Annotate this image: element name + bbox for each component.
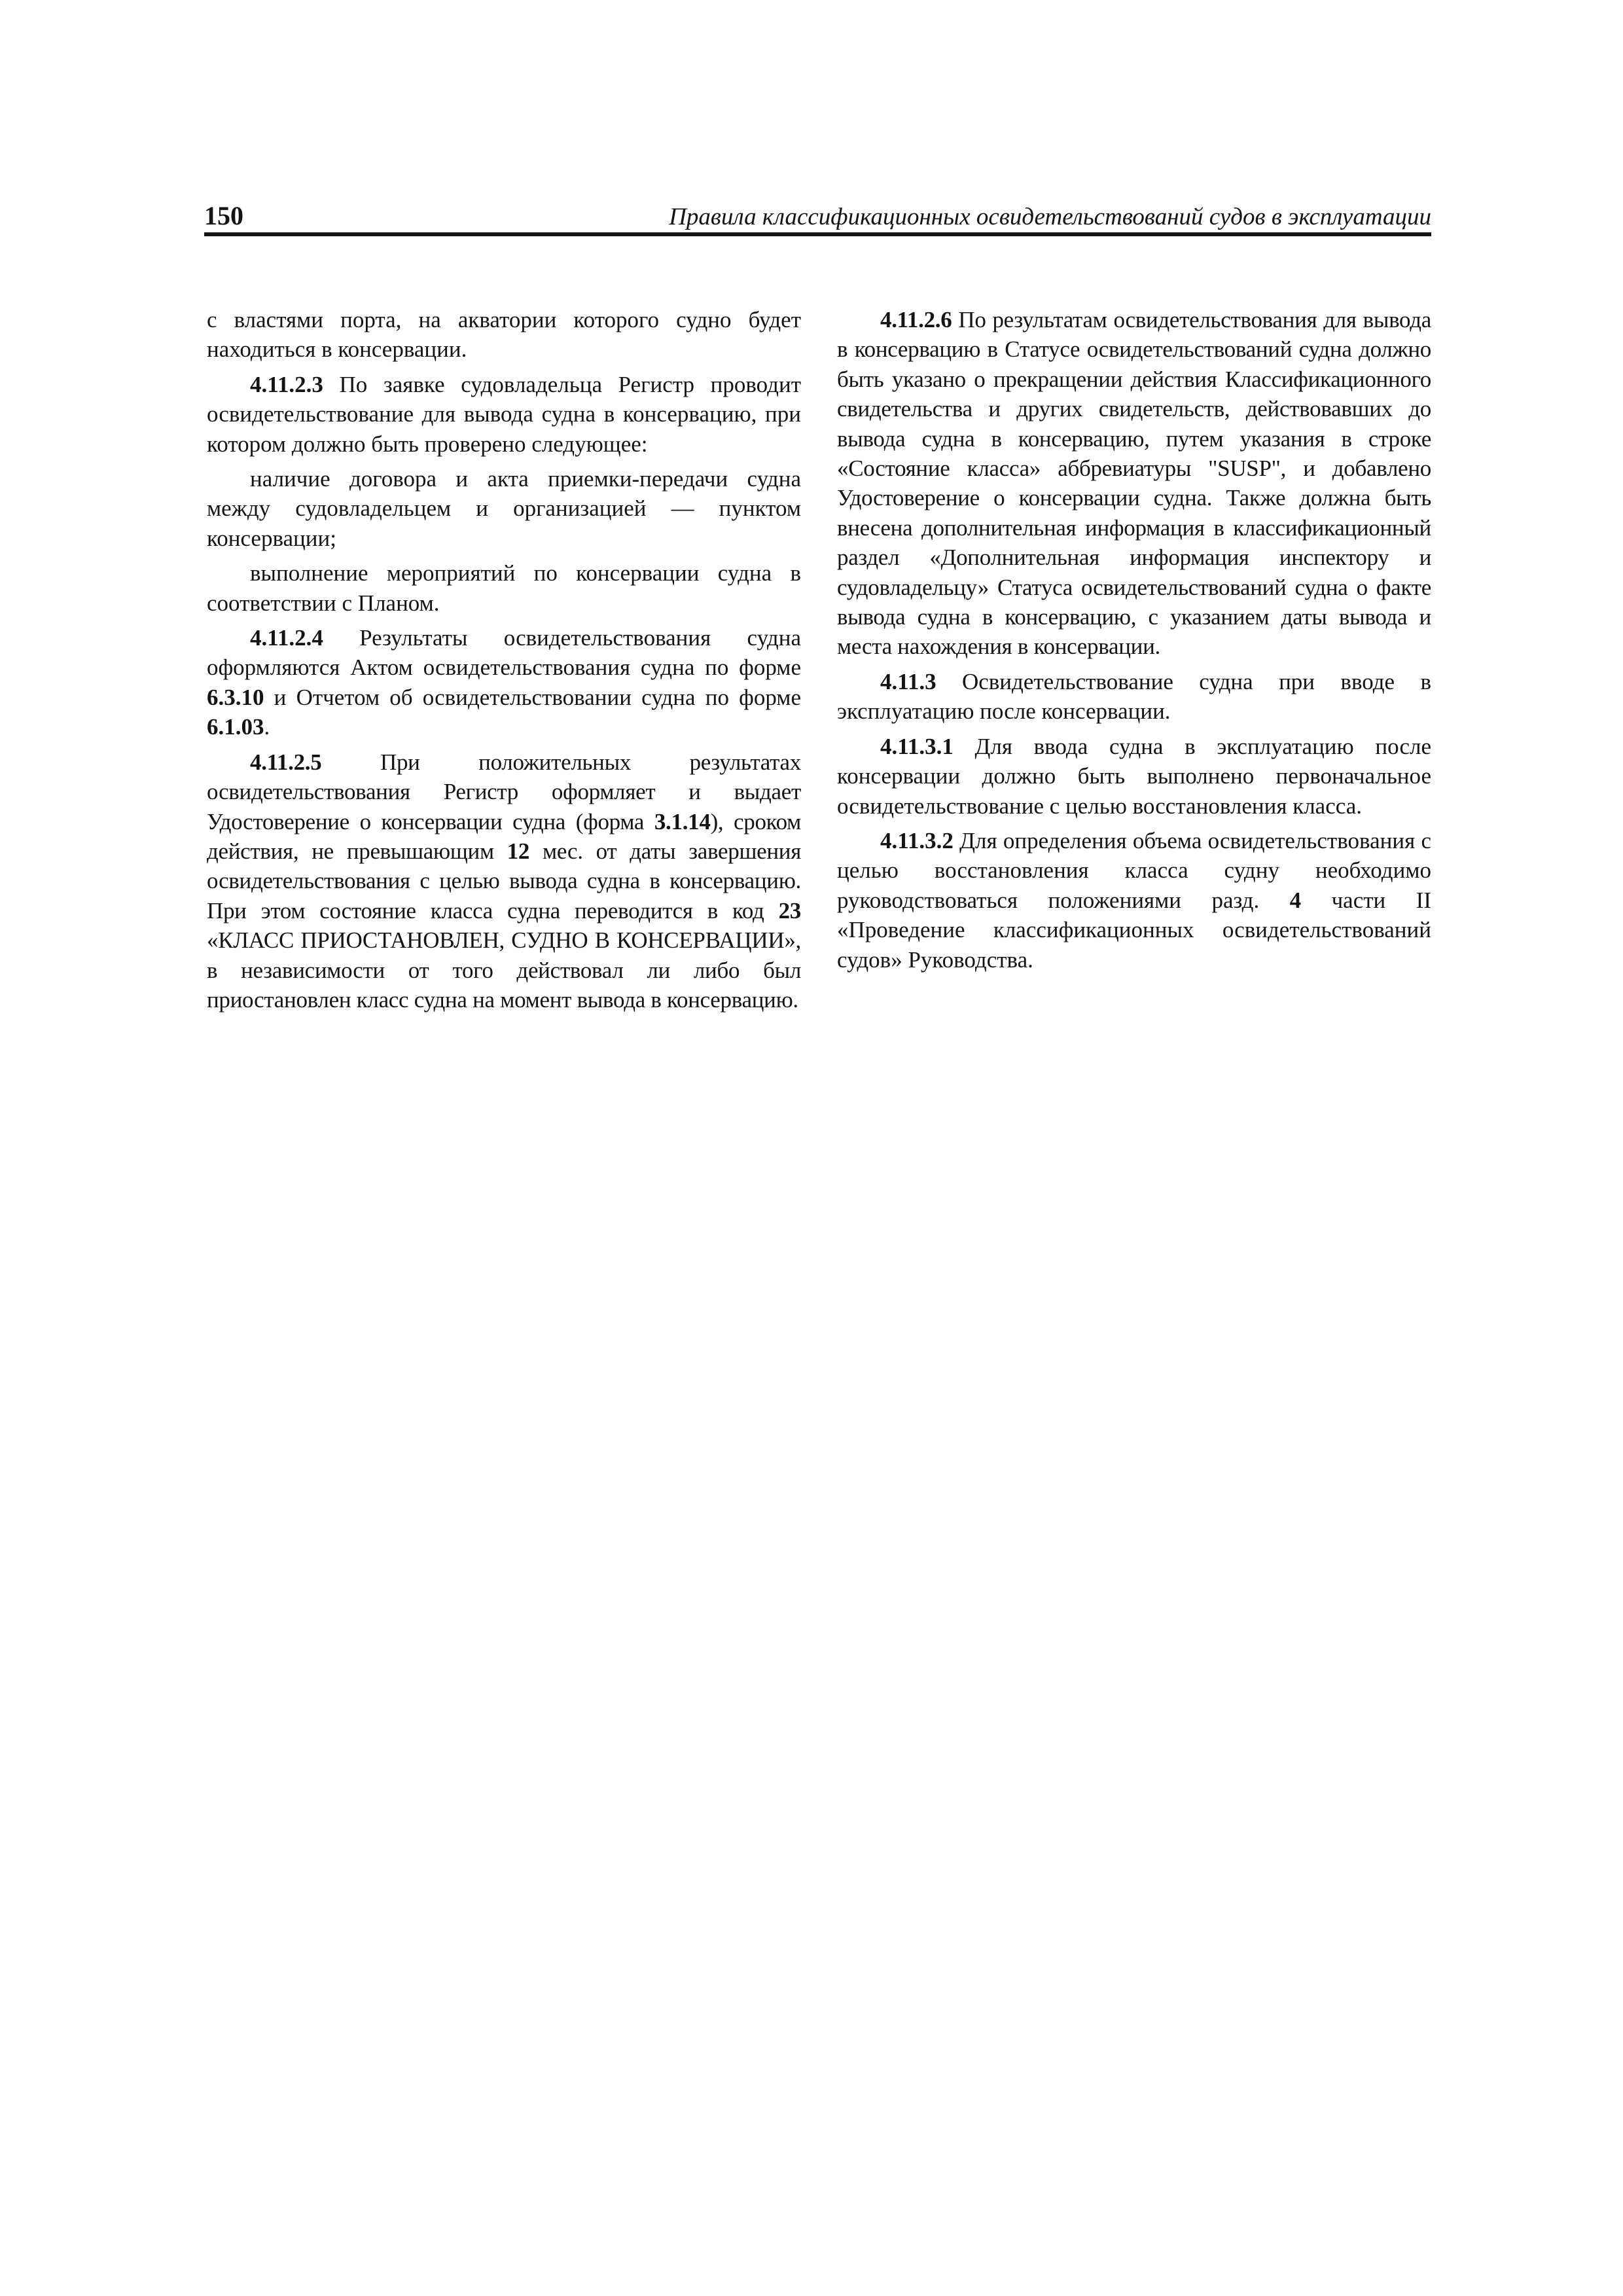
form-number: 3.1.14 — [654, 808, 711, 834]
paragraph-4-11-2-6 — [837, 305, 1431, 662]
clause-number: 4.11.3 — [880, 668, 936, 694]
paragraph-text: «КЛАСС ПРИОСТАНОВЛЕН, СУДНО В КОНСЕРВАЦИИ», в независимости от того действовал ли либо был приостановлен класс судна на момент вывода в консервацию. — [207, 927, 801, 1013]
months-value: 12 — [507, 838, 530, 864]
class-code: 23 — [778, 897, 801, 924]
paragraph-text: . — [264, 714, 270, 740]
clause-number: 4.11.3.2 — [880, 827, 954, 853]
paragraph-text: При положительных результатах освидетельствования Регистр оформляет и выдает Удостоверение о консервации судна (форма — [207, 749, 801, 834]
section-number: 4 — [1289, 887, 1302, 913]
paragraph-text: Для определения объема освидетельствования с целью восстановления класса судну необходимо руководствоваться положениями разд. — [837, 827, 1431, 913]
paragraph-text: По результатам освидетельствования для вывода в консервацию в Статусе освидетельствований судна должно быть указано о прекращении действия Классификационного свидетельства и других свидетельств, действовавших до вывода судна в консервацию, путем указания в строке «Состояние класса» аббревиатуры "SUSP", и добавлено Удостоверение о консервации судна. Также должна быть внесена дополнительная информация в классификационный раздел «Дополнительная информация инспектору и судовладельцу» Статуса освидетельствований судна о факте вывода судна в консервацию, с указанием даты вывода и места нахождения в консервации. — [837, 307, 1431, 660]
paragraph-text: Результаты освидетельствования судна оформляются Актом освидетельствования судна по форме — [207, 625, 801, 681]
paragraph-4-11-2-3 — [207, 370, 801, 459]
clause-number: 4.11.2.3 — [250, 371, 323, 397]
clause-number: 4.11.2.5 — [250, 749, 322, 775]
form-number: 6.1.03 — [207, 714, 264, 740]
paragraph-text: с властями порта, на акватории которого судно будет находиться в консервации. — [207, 307, 801, 363]
form-number: 6.3.10 — [207, 684, 264, 710]
paragraph-text: Для ввода судна в эксплуатацию после консервации должно быть выполнено первоначальное освидетельствование с целью восстановления класса. — [837, 733, 1431, 819]
paragraph-4-11-3-1 — [837, 732, 1431, 821]
clause-number: 4.11.2.4 — [250, 625, 323, 651]
paragraph-4-11-3 — [837, 667, 1431, 726]
paragraph-4-11-3-2 — [837, 826, 1431, 975]
page-header — [204, 199, 1431, 233]
list-item-measures — [207, 558, 801, 618]
paragraph-4-11-2-4 — [207, 623, 801, 742]
paragraph-text: наличие договора и акта приемки-передачи судна между судовладельцем и организацией — пунктом консервации; — [207, 466, 801, 551]
clause-number: 4.11.3.1 — [880, 733, 954, 759]
running-title: Правила классификационных освидетельствований судов в эксплуатации — [669, 204, 1431, 230]
right-column — [837, 305, 1431, 980]
list-item-contract — [207, 464, 801, 553]
paragraph-text: мес. от даты завершения освидетельствования с целью вывода судна в консервацию. При этом состояние класса судна переводится в код — [207, 838, 801, 924]
page-number: 150 — [204, 201, 243, 230]
paragraph-text: выполнение мероприятий по консервации судна в соответствии с Планом. — [207, 560, 801, 616]
section-heading-text: Освидетельствование судна при вводе в эксплуатацию после консервации. — [837, 668, 1431, 725]
paragraph-4-11-2-5 — [207, 747, 801, 1015]
clause-number: 4.11.2.6 — [880, 307, 952, 332]
header-rule — [204, 232, 1431, 236]
paragraph-text: ), сроком действия, не превышающим — [207, 808, 801, 864]
paragraph-text: части II «Проведение классификационных освидетельствований судов» Руководства. — [837, 887, 1431, 973]
paragraph-continuation — [207, 305, 801, 365]
paragraph-text: По заявке судовладельца Регистр проводит освидетельствование для вывода судна в консервацию, при котором должно быть проверено следующее: — [207, 371, 801, 457]
left-column — [207, 305, 801, 1020]
paragraph-text: и Отчетом об освидетельствовании судна по форме — [264, 684, 801, 710]
